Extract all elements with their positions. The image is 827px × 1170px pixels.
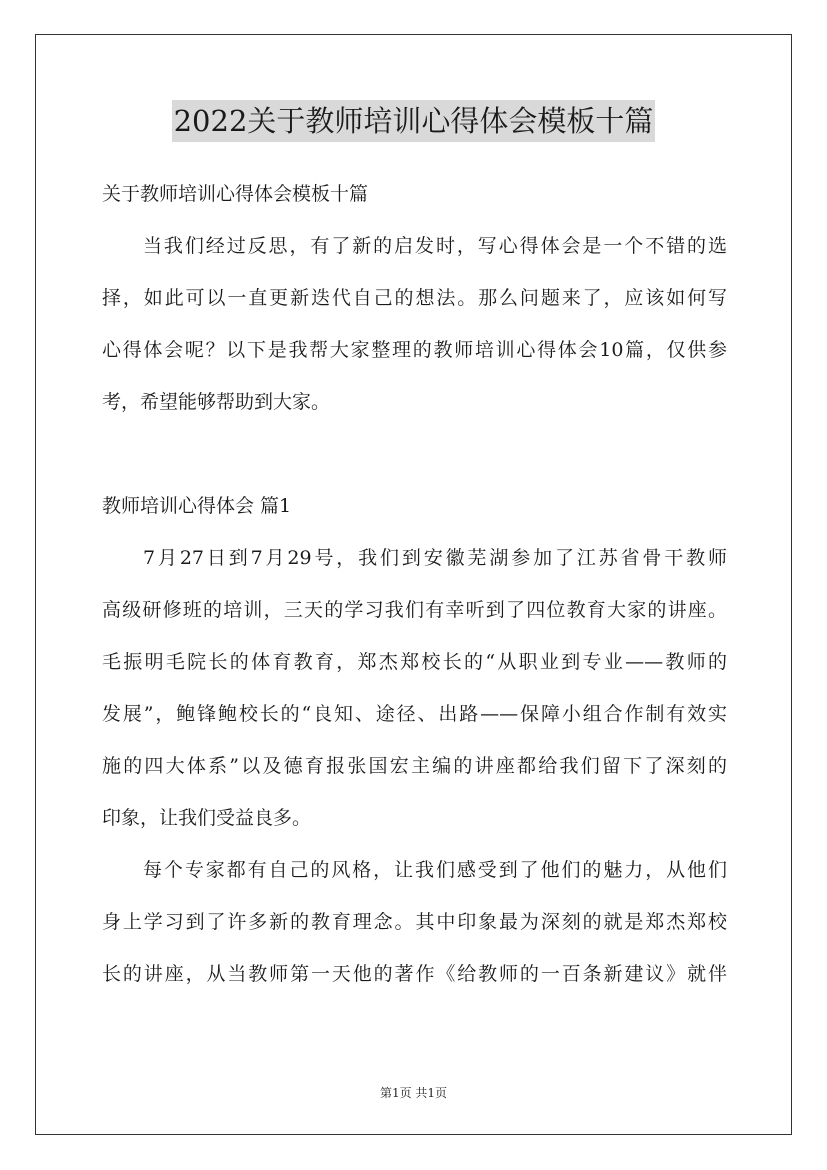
paragraph-line: 每个专家都有自己的风格，让我们感受到了他们的魅力，从他们 <box>143 859 727 881</box>
paragraph-line: 身上学习到了许多新的教育理念。其中印象最为深刻的就是郑杰郑校 <box>102 911 727 933</box>
paragraph-line: 长的讲座，从当教师第一天他的著作《给教师的一百条新建议》就伴 <box>102 963 727 985</box>
intro-line: 当我们经过反思，有了新的启发时，写心得体会是一个不错的选 <box>143 235 727 257</box>
document-body <box>102 174 727 1006</box>
blank-line <box>102 434 727 486</box>
document-title: 2022关于教师培训心得体会模板十篇 <box>172 100 656 142</box>
paragraph-line: 印象，让我们受益良多。 <box>102 807 312 829</box>
paragraph-line: 高级研修班的培训，三天的学习我们有幸听到了四位教育大家的讲座。 <box>102 599 727 621</box>
page-footer: 第1页 共1页 <box>379 1086 448 1100</box>
intro-line: 心得体会呢？以下是我帮大家整理的教师培训心得体会10篇，仅供参 <box>102 339 727 361</box>
intro-line: 择，如此可以一直更新迭代自己的想法。那么问题来了，应该如何写 <box>102 287 727 309</box>
paragraph-line: 7月27日到7月29号，我们到安徽芜湖参加了江苏省骨干教师 <box>143 547 727 569</box>
section-heading: 教师培训心得体会 篇1 <box>102 495 292 517</box>
paragraph-line: 施的四大体系”以及德育报张国宏主编的讲座都给我们留下了深刻的 <box>102 755 727 777</box>
intro-line: 考，希望能够帮助到大家。 <box>102 391 331 413</box>
paragraph-line: 毛振明毛院长的体育教育，郑杰郑校长的“从职业到专业——教师的 <box>102 651 727 673</box>
title-container <box>0 100 827 142</box>
paragraph-line: 发展”，鲍锋鲍校长的“良知、途径、出路——保障小组合作制有效实 <box>102 703 727 725</box>
document-subtitle: 关于教师培训心得体会模板十篇 <box>102 183 369 205</box>
